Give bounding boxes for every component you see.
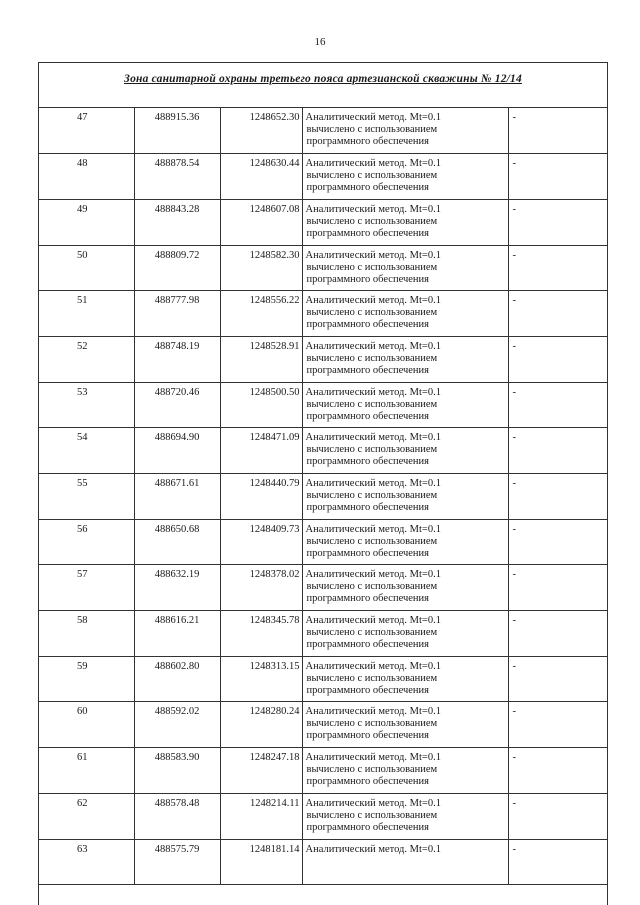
x-coordinate-cell: 488915.36 [134,108,220,154]
table-row [39,291,607,337]
method-cell [302,428,508,474]
method-cell [302,474,508,520]
note-cell: - [508,428,607,474]
point-number-cell: 56 [39,519,134,565]
method-cell [302,154,508,200]
method-line: Аналитический метод. Mt=0.1 [305,843,441,855]
method-line: Аналитический метод. Mt=0.1 [305,569,441,581]
point-number-cell: 57 [39,565,134,611]
table-row [39,748,607,794]
x-coordinate-cell: 488616.21 [134,611,220,657]
point-number-cell: 58 [39,611,134,657]
method-cell [302,839,508,885]
point-number-cell: 48 [39,154,134,200]
method-line: вычислено с использованием [306,764,438,776]
point-number-cell: 52 [39,336,134,382]
coordinates-grid [39,108,607,885]
x-coordinate-cell: 488632.19 [134,565,220,611]
method-line: программного обеспечения [306,227,429,239]
method-line: программного обеспечения [306,273,429,285]
y-coordinate-cell: 1248652.30 [220,108,302,154]
table-body [39,108,607,885]
method-line: программного обеспечения [306,684,429,696]
x-coordinate-cell: 488777.98 [134,291,220,337]
method-line: вычислено с использованием [306,261,438,273]
note-cell: - [508,245,607,291]
note-cell: - [508,565,607,611]
method-line: вычислено с использованием [306,718,438,730]
table-row [39,656,607,702]
y-coordinate-cell: 1248378.02 [220,565,302,611]
method-line: Аналитический метод. Mt=0.1 [305,432,441,444]
x-coordinate-cell: 488694.90 [134,428,220,474]
method-cell [302,336,508,382]
table-row [39,154,607,200]
method-line: Аналитический метод. Mt=0.1 [305,615,441,627]
y-coordinate-cell: 1248528.91 [220,336,302,382]
note-cell: - [508,199,607,245]
note-cell: - [508,108,607,154]
y-coordinate-cell: 1248409.73 [220,519,302,565]
point-number-cell: 55 [39,474,134,520]
point-number-cell: 50 [39,245,134,291]
method-line: вычислено с использованием [306,124,438,135]
table-row [39,565,607,611]
point-number-cell: 53 [39,382,134,428]
y-coordinate-cell: 1248247.18 [220,748,302,794]
method-line: программного обеспечения [306,593,429,605]
note-cell: - [508,474,607,520]
method-cell [302,382,508,428]
method-line: вычислено с использованием [306,809,438,821]
table-row [39,839,607,885]
method-line: вычислено с использованием [306,307,438,319]
table-row [39,336,607,382]
point-number-cell: 51 [39,291,134,337]
method-cell [302,291,508,337]
y-coordinate-cell: 1248607.08 [220,199,302,245]
note-cell: - [508,793,607,839]
method-line: вычислено с использованием [306,581,438,593]
method-line: Аналитический метод. Mt=0.1 [305,660,441,672]
method-line: программного обеспечения [306,730,429,742]
method-line: программного обеспечения [306,182,429,194]
x-coordinate-cell: 488650.68 [134,519,220,565]
note-cell: - [508,291,607,337]
x-coordinate-cell: 488720.46 [134,382,220,428]
method-line: Аналитический метод. Mt=0.1 [305,386,441,398]
y-coordinate-cell: 1248313.15 [220,656,302,702]
method-line: Аналитический метод. Mt=0.1 [305,203,441,215]
point-number-cell: 60 [39,702,134,748]
y-coordinate-cell: 1248440.79 [220,474,302,520]
note-cell: - [508,656,607,702]
method-line: вычислено с использованием [306,444,438,456]
table-row [39,199,607,245]
method-line: программного обеспечения [306,319,429,331]
table-title-row [39,63,607,108]
method-line: Аналитический метод. Mt=0.1 [305,112,441,123]
method-cell [302,793,508,839]
method-cell [302,199,508,245]
table-row [39,519,607,565]
table-row [39,108,607,154]
method-line: вычислено с использованием [306,535,438,547]
method-line: программного обеспечения [306,364,429,376]
y-coordinate-cell: 1248471.09 [220,428,302,474]
x-coordinate-cell: 488748.19 [134,336,220,382]
method-line: вычислено с использованием [306,627,438,639]
method-cell [302,611,508,657]
method-line: Аналитический метод. Mt=0.1 [305,158,441,170]
method-line: вычислено с использованием [306,398,438,410]
method-line: вычислено с использованием [306,352,438,364]
table-row [39,245,607,291]
note-cell: - [508,702,607,748]
note-cell: - [508,519,607,565]
method-cell [302,702,508,748]
note-cell: - [508,154,607,200]
method-cell [302,748,508,794]
method-line: Аналитический метод. Mt=0.1 [305,797,441,809]
method-line: Аналитический метод. Mt=0.1 [305,478,441,489]
table-row [39,428,607,474]
note-cell: - [508,382,607,428]
y-coordinate-cell: 1248214.11 [220,793,302,839]
coordinates-table [38,62,608,905]
note-cell: - [508,748,607,794]
y-coordinate-cell: 1248500.50 [220,382,302,428]
y-coordinate-cell: 1248630.44 [220,154,302,200]
page-number: 16 [314,36,326,48]
method-cell [302,565,508,611]
method-line: вычислено с использованием [306,215,438,227]
method-line: программного обеспечения [306,821,429,833]
point-number-cell: 49 [39,199,134,245]
y-coordinate-cell: 1248181.14 [220,839,302,885]
method-line: программного обеспечения [306,410,429,422]
x-coordinate-cell: 488809.72 [134,245,220,291]
table-row [39,474,607,520]
method-line: программного обеспечения [306,639,429,651]
x-coordinate-cell: 488671.61 [134,474,220,520]
point-number-cell: 54 [39,428,134,474]
table-row [39,611,607,657]
table-title: Зона санитарной охраны третьего пояса артезианской скважины № 12/14 [124,73,522,85]
table-row [39,382,607,428]
method-line: вычислено с использованием [306,170,438,182]
method-line: Аналитический метод. Mt=0.1 [305,249,441,261]
method-cell [302,245,508,291]
y-coordinate-cell: 1248582.30 [220,245,302,291]
method-line: Аналитический метод. Mt=0.1 [305,340,441,352]
method-line: Аналитический метод. Mt=0.1 [305,295,441,307]
method-line: вычислено с использованием [306,490,438,501]
point-number-cell: 61 [39,748,134,794]
point-number-cell: 63 [39,839,134,885]
table-row [39,793,607,839]
method-cell [302,519,508,565]
point-number-cell: 47 [39,108,134,154]
x-coordinate-cell: 488843.28 [134,199,220,245]
method-line: вычислено с использованием [306,672,438,684]
note-cell: - [508,336,607,382]
method-cell [302,656,508,702]
x-coordinate-cell: 488578.48 [134,793,220,839]
x-coordinate-cell: 488592.02 [134,702,220,748]
note-cell: - [508,611,607,657]
point-number-cell: 59 [39,656,134,702]
method-line: программного обеспечения [306,776,429,788]
y-coordinate-cell: 1248280.24 [220,702,302,748]
method-line: Аналитический метод. Mt=0.1 [305,752,441,764]
x-coordinate-cell: 488583.90 [134,748,220,794]
method-line: программного обеспечения [306,456,429,468]
y-coordinate-cell: 1248556.22 [220,291,302,337]
point-number-cell: 62 [39,793,134,839]
method-line: Аналитический метод. Mt=0.1 [305,523,441,535]
note-cell: - [508,839,607,885]
x-coordinate-cell: 488878.54 [134,154,220,200]
table-row [39,702,607,748]
x-coordinate-cell: 488575.79 [134,839,220,885]
method-line: Аналитический метод. Mt=0.1 [305,706,441,718]
method-line: программного обеспечения [306,502,429,513]
method-cell [302,108,508,154]
method-line: программного обеспечения [306,547,429,559]
y-coordinate-cell: 1248345.78 [220,611,302,657]
x-coordinate-cell: 488602.80 [134,656,220,702]
method-line: программного обеспечения [306,136,429,147]
